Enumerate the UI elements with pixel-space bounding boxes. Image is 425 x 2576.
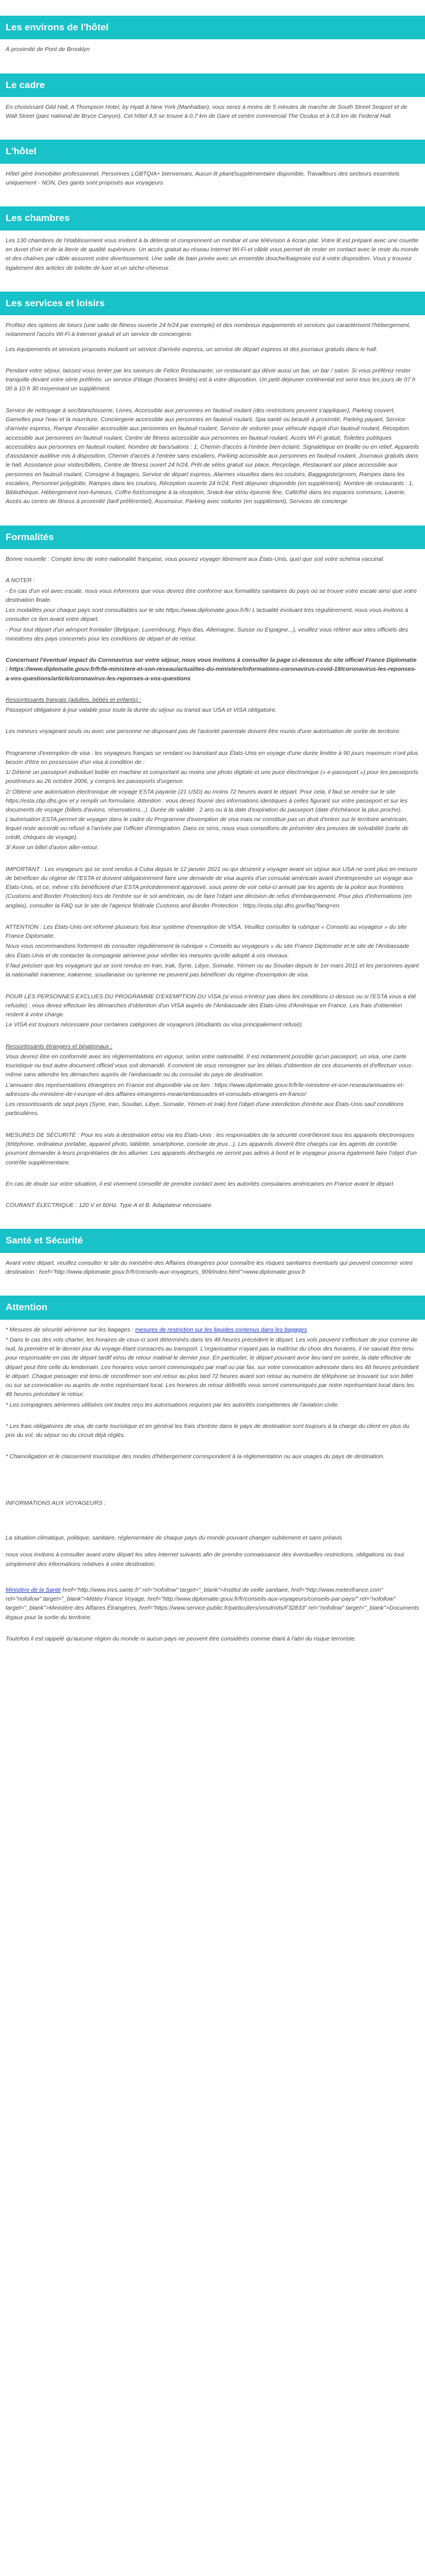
section-title-attention: Attention [0,1296,425,1319]
services-paragraph: Pendant votre séjour, laissez-vous tenter par les saveurs de Felice Restaurante, un restaurant qui dévie aussi un bar, un bar / salon. Si vous préférez rester tranquille devant votre série préférée, un service d'étage (horaires limités) est à votre disposition. Un petit déjeuner continental est servi tous les jours de 07 h 00 à 10 h 30 moyennant un supplément. [6,367,415,393]
formalites-paragraph: Concernant l'éventuel impact du Coronavirus sur votre séjour, nous vous invitons à consulter la page ci-dessous du site officiel France Diplomatie : https://www.diplomatie.gouv.fr/fr/le-ministere-et-son-reseau/actualites-du-ministere/informations-coronavirus-covid-19/coronavirus-les-reponses-a-vos-questions/article/coronavirus-les-reponses-a-vos-questions [6,657,417,682]
section-title-sante: Santé et Sécurité [0,1229,425,1252]
section-title-formalites: Formalités [0,526,425,549]
formalites-paragraph: Programme d'exemption de visa : les voyageurs français se rendant ou transitant aux États-Unis en voyage d'une durée limitée à 90 jours maximum n'ont plus besoin d'être en possession d'un visa à condition de : [6,749,418,766]
chambres-text: Les 130 chambres de l'établissement vous invitent à la détente et comprennent un minibar et une télévision à écran plat. Votre lit est préparé avec une couette en duvet d'oie et de la literie de qualité supérieure. Un accès gratuit au réseau Internet Wi-Fi et câblé vous permet de rester en contact avec le reste du monde et des chaînes par câble assurent votre divertissement. Une salle de bain privée avec un ensemble douche/baignoire est à votre disposition. Vous y trouvez également des articles de toilette de luxe et un sèche-cheveux. [6,237,419,271]
section-body-cadre [0,97,425,140]
section-title-services: Les services et loisirs [0,292,425,315]
attention-links-text: href="http://www.invs.sante.fr" rel="nofollow" target="_blank">Institut de veille sanitaire, href="http://www.meteofrance.com" rel="nofollow" target="_blank">Météo France Voyage, href="http://www.diplomatie.gouv.fr/fr/conseils-aux-voyageurs/conseils-par-pays/" rel="nofollow" target="_blank">Ministère des Affaires Étrangères, href="https://www.service-public.fr/particuliers/vosdroits/F32833" rel="nofollow" target="_blank">Documents légaux pour la sortie du territoire. [6,1586,419,1621]
section-services [0,292,425,526]
formalites-paragraph: Bonne nouvelle : Compte tenu de votre nationalité française, vous pouvez voyager librement aux États-Unis, quel que soit votre schéma vaccinal. [6,555,385,563]
section-body-attention [0,1320,425,1663]
liquides-restriction-link[interactable]: mesures de restriction sur les liquides contenus dans les bagages [135,1326,307,1333]
section-attention [0,1296,425,1662]
formalites-paragraph: Les mineurs voyageant seuls ou avec une personne ne disposant pas de l'autorité parentale doivent être munis d'une autorisation de sortie de territoire. [6,728,401,735]
formalites-paragraph: Vous devrez être en conformité avec les réglementations en vigueur, selon votre nationalité. Il est notamment possible qu'un passeport, un visa, une carte touristique ou tout autre document officiel vous soit demandé. Il convient de vous renseigner sur les délais d'obtention de ces documents et d'effectuer vous-même sans attendre les démarches auprès de l'ambassade ou du consulat du pays de destination. [6,1053,413,1079]
formalites-paragraph: Passeport obligatoire à jour valable pour toute la durée du séjour ou transit aux USA et VISA obligatoire. [6,707,277,714]
attention-paragraph: * Les frais obligatoires de visa, de carte touristique et en général les frais d'entrée dans le pays de destination sont toujours à la charge du client en plus du prix du vol, du séjour ou du circuit déjà réglés. [6,1422,409,1439]
section-title-chambres: Les chambres [0,206,425,230]
formalites-paragraph: Le VISA est toujours nécessaire pour certaines catégories de voyageurs (étudiants ou visa principalement refusé). [6,1021,303,1029]
cadre-text: En choisissant Gild Hall, A Thompson Hotel, by Hyatt à New York (Manhattan), vous serez à moins de 5 minutes de marche de South Street Seaport et de Wall Street (parc national de Bryce Canyon). Cet hôtel 4,5 se trouve à 0,7 km de Gare et centre commercial The Oculus et à 0,8 km de Federal Hall. [6,103,408,120]
formalites-paragraph: 1/ Détenir un passeport individuel lisible en machine et comportant au moins une photo digitale et une puce électronique (« e-passeport ») pour les passeports postérieurs au 26 octobre 2006, y compris les passeports d'urgence. [6,769,419,785]
attention-bagages-label: * Mesures de sécurité aérienne sur les bagages : [6,1326,136,1333]
section-title-hotel: L'hôtel [0,140,425,163]
section-sante [0,1229,425,1296]
formalites-paragraph: Les modalités pour chaque pays sont consultables sur le site https://www.diplomatie.gouv.fr/fr/ L'actualité évoluant très régulièrement, nous vous invitons à consulter ce lien avant votre départ. [6,607,408,623]
attention-paragraph [6,1586,419,1622]
formalites-subheading: Ressortissants français (adultes, bébés et enfants) : [6,696,141,703]
section-hotel [0,140,425,206]
sante-text: Avant votre départ, veuillez consulter le site du ministère des Affaires étrangères pour connaître les risques sanitaires éventuels qui peuvent concerner votre destination : href="http://www.diplomatie.gouv.fr/fr/conseils-aux-voyageurs_909/index.html">www.diplomatie.gouv.fr [6,1259,413,1275]
section-body-sante [0,1253,425,1296]
formalites-paragraph: Il faut préciser que les voyageurs qui se sont rendus en Iran, Irak, Syrie, Libye, Somalie, Yémen ou au Soudan depuis le 1er mars 2011 et les personnes ayant la nationalité iranienne, irakienne, soudanaise ou syrienne ne peuvent pas bénéficier du régime d'exemption de visa. [6,962,419,979]
attention-paragraph: * Chamoligation et le classement touristique des modes d'hébergement correspondent à la réglementation ou aux usages du pays de destination. [6,1453,385,1460]
section-environs [0,16,425,73]
attention-paragraph: * Les compagnies aériennes utilisées ont toutes reçu les autorisations requises par les autorités compétentes de l'aviation civile. [6,1401,339,1408]
services-paragraph: Les équipements et services proposés incluent un service d'arrivée express, un service de départ express et des journaux gratuits dans le hall. [6,345,378,353]
section-body-services [0,315,425,526]
ministere-sante-link[interactable]: Ministère de la Santé [6,1586,61,1593]
section-body-hotel [0,164,425,207]
hotel-text: Hôtel géré Immobilier professionnel, Personnes LGBTQIA+ bienvenues, Aucun lit pliant/supplémentaire disponible, Travailleurs des secteurs essentiels uniquement - NON, Des gants sont proposés aux voyageurs [6,170,400,187]
section-cadre [0,73,425,140]
section-body-environs [0,39,425,73]
section-title-environs: Les environs de l'hôtel [0,16,425,39]
formalites-paragraph: MESURES DE SÉCURITÉ : Pour les vols à destination et/ou via les États-Unis : les responsables de la sécurité contrôleront tous les appareils électroniques (téléphone, ordinateur portable, appareil photo, tablette, smartphone, console de jeux...). Les appareils doivent être chargés car les agents de contrôle pourront demander à leurs propriétaires de les allumer. Les appareils déchargés ne seront pas admis à bord et le voyageur pourra également faire l'objet d'un contrôle supplémentaire. [6,1131,417,1166]
formalites-paragraph: IMPORTANT : Les voyageurs qui se sont rendus à Cuba depuis le 12 janvier 2021 ou qui désirent y voyager avant un séjour aux USA ne sont plus en mesure de bénéficier du régime de l'ESTA et doivent obligatoirement faire une demande de visa auprès d'un consulat américain avant d'entreprendre un voyage aux États-Unis, et ce, même s'ils bénéficient d'un ESTA précédemment approuvé, sous peine de voir celui-ci annulé par les agents de la police aux frontières (Customs and Border Protection) lors de l'entrée sur le sol américain, ou de faire l'objet une décision de refus d'embarquement. Pour plus d'informations (en anglais), consulter la FAQ sur le site de l'agence fédérale Customs and Border Protection : https://esta.cbp.dhs.gov/faq?lang=en. [6,865,418,909]
formalites-paragraph: COURANT ÉLECTRIQUE : 120 V et 60Hz. Type A et B. Adaptateur nécessaire. [6,1202,213,1209]
formalites-paragraph: L'annuaire des représentations étrangères en France est disponible via ce lien : https://www.diplomatie.gouv.fr/fr/le-ministere-et-son-reseau/annuaires-et-adresses-du-ministere-de-l-europe-et-des-affaires-etrangeres-meae/ambassades-et-consulats-etrangers-en-france/ [6,1081,404,1098]
section-body-chambres [0,231,425,292]
services-paragraph: Service de nettoyage à sec/blanchisserie, Livres, Accessible aux personnes en fauteuil roulant (des restrictions peuvent s'appliquer), Parking couvert, Gamelles pour l'eau et la nourriture, Conciergerie accessible aux personnes en fauteuil roulant, Spa santé ou beauté à proximité, Parking payant, Service d'arrivée express, Rampe d'escalier accessible aux personnes en fauteuil roulant, Service de voiturier pour véhicule équipé d'un fauteuil roulant, Réception accessible aux personnes en fauteuil roulant, Centre de fitness accessible aux personnes en fauteuil roulant, Accès Wi-Fi gratuit, Toilettes publiques accessibles aux personnes en fauteuil roulant, Nombre de bars/salons : 1, Chemin d'accès à l'entrée bien éclairé, Signalétique en braille ou en relief, Appareils d'assistance auditive mis à disposition, Chemin d'accès à l'entrée sans escaliers, Parking accessible aux personnes en fauteuil roulant, Journaux gratuits dans le hall, Assistance pour visites/billets, Centre de fitness ouvert 24 h/24, Prêt de vélos gratuit sur place, Recyclage, Restaurant sur place accessible aux personnes en fauteuil roulant, Consigne à bagages, Service de départ express, Alarmes visuelles dans les couloirs, Baggagiste/groom, Rampes dans les escaliers, Personnel polyglotte, Rampes dans les couloirs, Réception ouverte 24 h/24, Petit déjeuner disponible (en supplément), Nombre de restaurants : 1, Bibliothèque, Hébergement non-fumeurs, Coffre-fort/consigne à la réception, Snack-bar et/ou épicerie fine, Café/thé dans les espaces communs, Laverie, Accès au centre de fitness à proximité (tarif préférentiel), Ascenseur, Parking avec voiturier (en supplément), Services de concierge [6,407,419,505]
attention-paragraph: * Dans le cas des vols charter, les horaires de ceux-ci sont déterminés dans les 48 heures précédent le départ. Les vols peuvent s'effectuer de jour comme de nuit, la première et le dernier jour du voyage étant consacrés au transport. L'organisateur n'ayant pas la maîtrise du choix des horaires, il ne saurait être tenu pour responsable en cas de départ tardif et/ou de retour matinal le dernier jour. En particulier, le départ pouvant avoir lieu tard en soirée, la date effective de départ peut être celle du lendemain. Les horaires vous seront communiqués par mail ou par fax, sur votre convocation adressée dans les 48 heures précédant le départ. Chaque passager est tenu de reconfirmer son vol retour au plus tard 72 heures avant son retour au numéro de téléphone se trouvant sur son billet ou sur sa convocation ou auprès de notre représentant local. Les horaires de retour définitifs vous seront communiqués par notre représentant local dans les 48 heures précédant le retour. [6,1336,419,1398]
formalites-paragraph: POUR LES PERSONNES EXCLUES DU PROGRAMME D'EXEMPTION DU VISA (si vous n'entrez pas dans les conditions ci-dessus ou si l'ESTA vous a été refusée) : vous devez effectuer les démarches d'obtention d'un VISA auprès de l'Ambassade des États-Unis d'Amérique en France. Les frais d'obtention restent à votre charge. [6,993,417,1019]
formalites-paragraph: Les ressortissants de sept pays (Syrie, Iran, Soudan, Libye, Somalie, Yémen et Irak) font l'objet d'une interdiction d'entrée aux États-Unis sauf conditions particulières. [6,1101,404,1117]
attention-paragraph: INFORMATIONS AUX VOYAGEURS : [6,1499,106,1506]
attention-paragraph: La situation climatique, politique, sanitaire, réglementaire de chaque pays du monde pouvant changer subitement et sans préavis [6,1534,343,1541]
formalites-paragraph: En cas de doute sur votre situation, il est vivement conseillé de prendre contact avec les autorités consulaires américaines en France avant le départ. [6,1180,395,1187]
attention-paragraph [6,1325,419,1334]
formalites-paragraph: ATTENTION : Les États-Unis ont réformé plusieurs fois leur système d'exemption de VISA. Veuillez consulter la rubrique « Conseils au voyageur » du site France Diplomatie. [6,923,407,940]
formalites-paragraph: A NOTER : [6,577,35,584]
attention-paragraph: Toutefois il est rappelé qu'aucune région du monde ni aucun pays ne peuvent être considérés comme étant à l'abri du risque terroriste. [6,1635,357,1642]
formalites-paragraph: 2/ Obtenir une autorisation électronique de voyage ESTA payante (21 USD) au moins 72 heures avant le départ. Pour cela, il faut se rendre sur le site https://esta.cbp.dhs.gov et y remplir un formulaire. Attention : vous devez fournir des informations identiques à celles figurant sur votre passeport et sur les documents de voyage (billets d'avions, réservations...). Durée de validité : 2 ans ou à la date d'expiration du passeport (date d'échéance la plus proche). L'autorisation ESTA permet de voyager dans le cadre du Programme d'exemption de visa mais ne constitue pas un droit d'entrer sur le territoire américain, lequel reste accordé ou refusé à l'arrivée par l'officier d'immigration. Dans ce sens, nous vous conseillons de présenter des preuves de solvabilité (carte de crédit, chèques de voyage). [6,788,409,841]
environs-text: À proximité de Pont de Brooklyn [6,46,90,53]
section-chambres [0,206,425,291]
attention-paragraph: nous vous invitons à consulter avant votre départ les sites Internet suivants afin de prendre connaissance des éventuelles restrictions, obligations ou tout simplement des informations relatives à votre destination. [6,1551,404,1568]
services-paragraph: Profitez des options de loisirs (une salle de fitness ouverte 24 h/24 par exemple) et des nombreux équipements et services qui caractérisent l'hébergement, notamment l'accès Wi-Fi à Internet gratuit et un service de conciergerie. [6,322,411,338]
formalites-subheading: Ressortissants étrangers et binationaux : [6,1043,113,1050]
section-body-formalites [0,549,425,1229]
formalites-paragraph: Nous vous recommandons fortement de consulter régulièrement la rubrique « Conseils au voyageurs » du site France Diplomatie et le site de l'Ambassade des États-Unis et de contacter la compagnie aérienne pour vérifier les mesures qu'elle adopté à vos niveaux. [6,943,409,959]
formalites-paragraph: - En cas d'un vol avec escale, nous vous informons que vous devrez être conforme aux formalités sanitaires du pays où se trouve votre escale ainsi que votre destination finale. [6,587,417,603]
section-title-cadre: Le cadre [0,73,425,97]
section-formalites [0,526,425,1229]
formalites-paragraph: - Pour tout départ d'un aéroport frontalier (Belgique, Luxembourg, Pays-Bas, Allemagne, Suisse ou Espagne...), veuillez vous référer aux sites officiels des ministères des pays concernés pour les conditions de départ et de retour. [6,626,408,642]
formalites-paragraph: 3/ Avoir un billet d'avion aller-retour. [6,844,99,851]
